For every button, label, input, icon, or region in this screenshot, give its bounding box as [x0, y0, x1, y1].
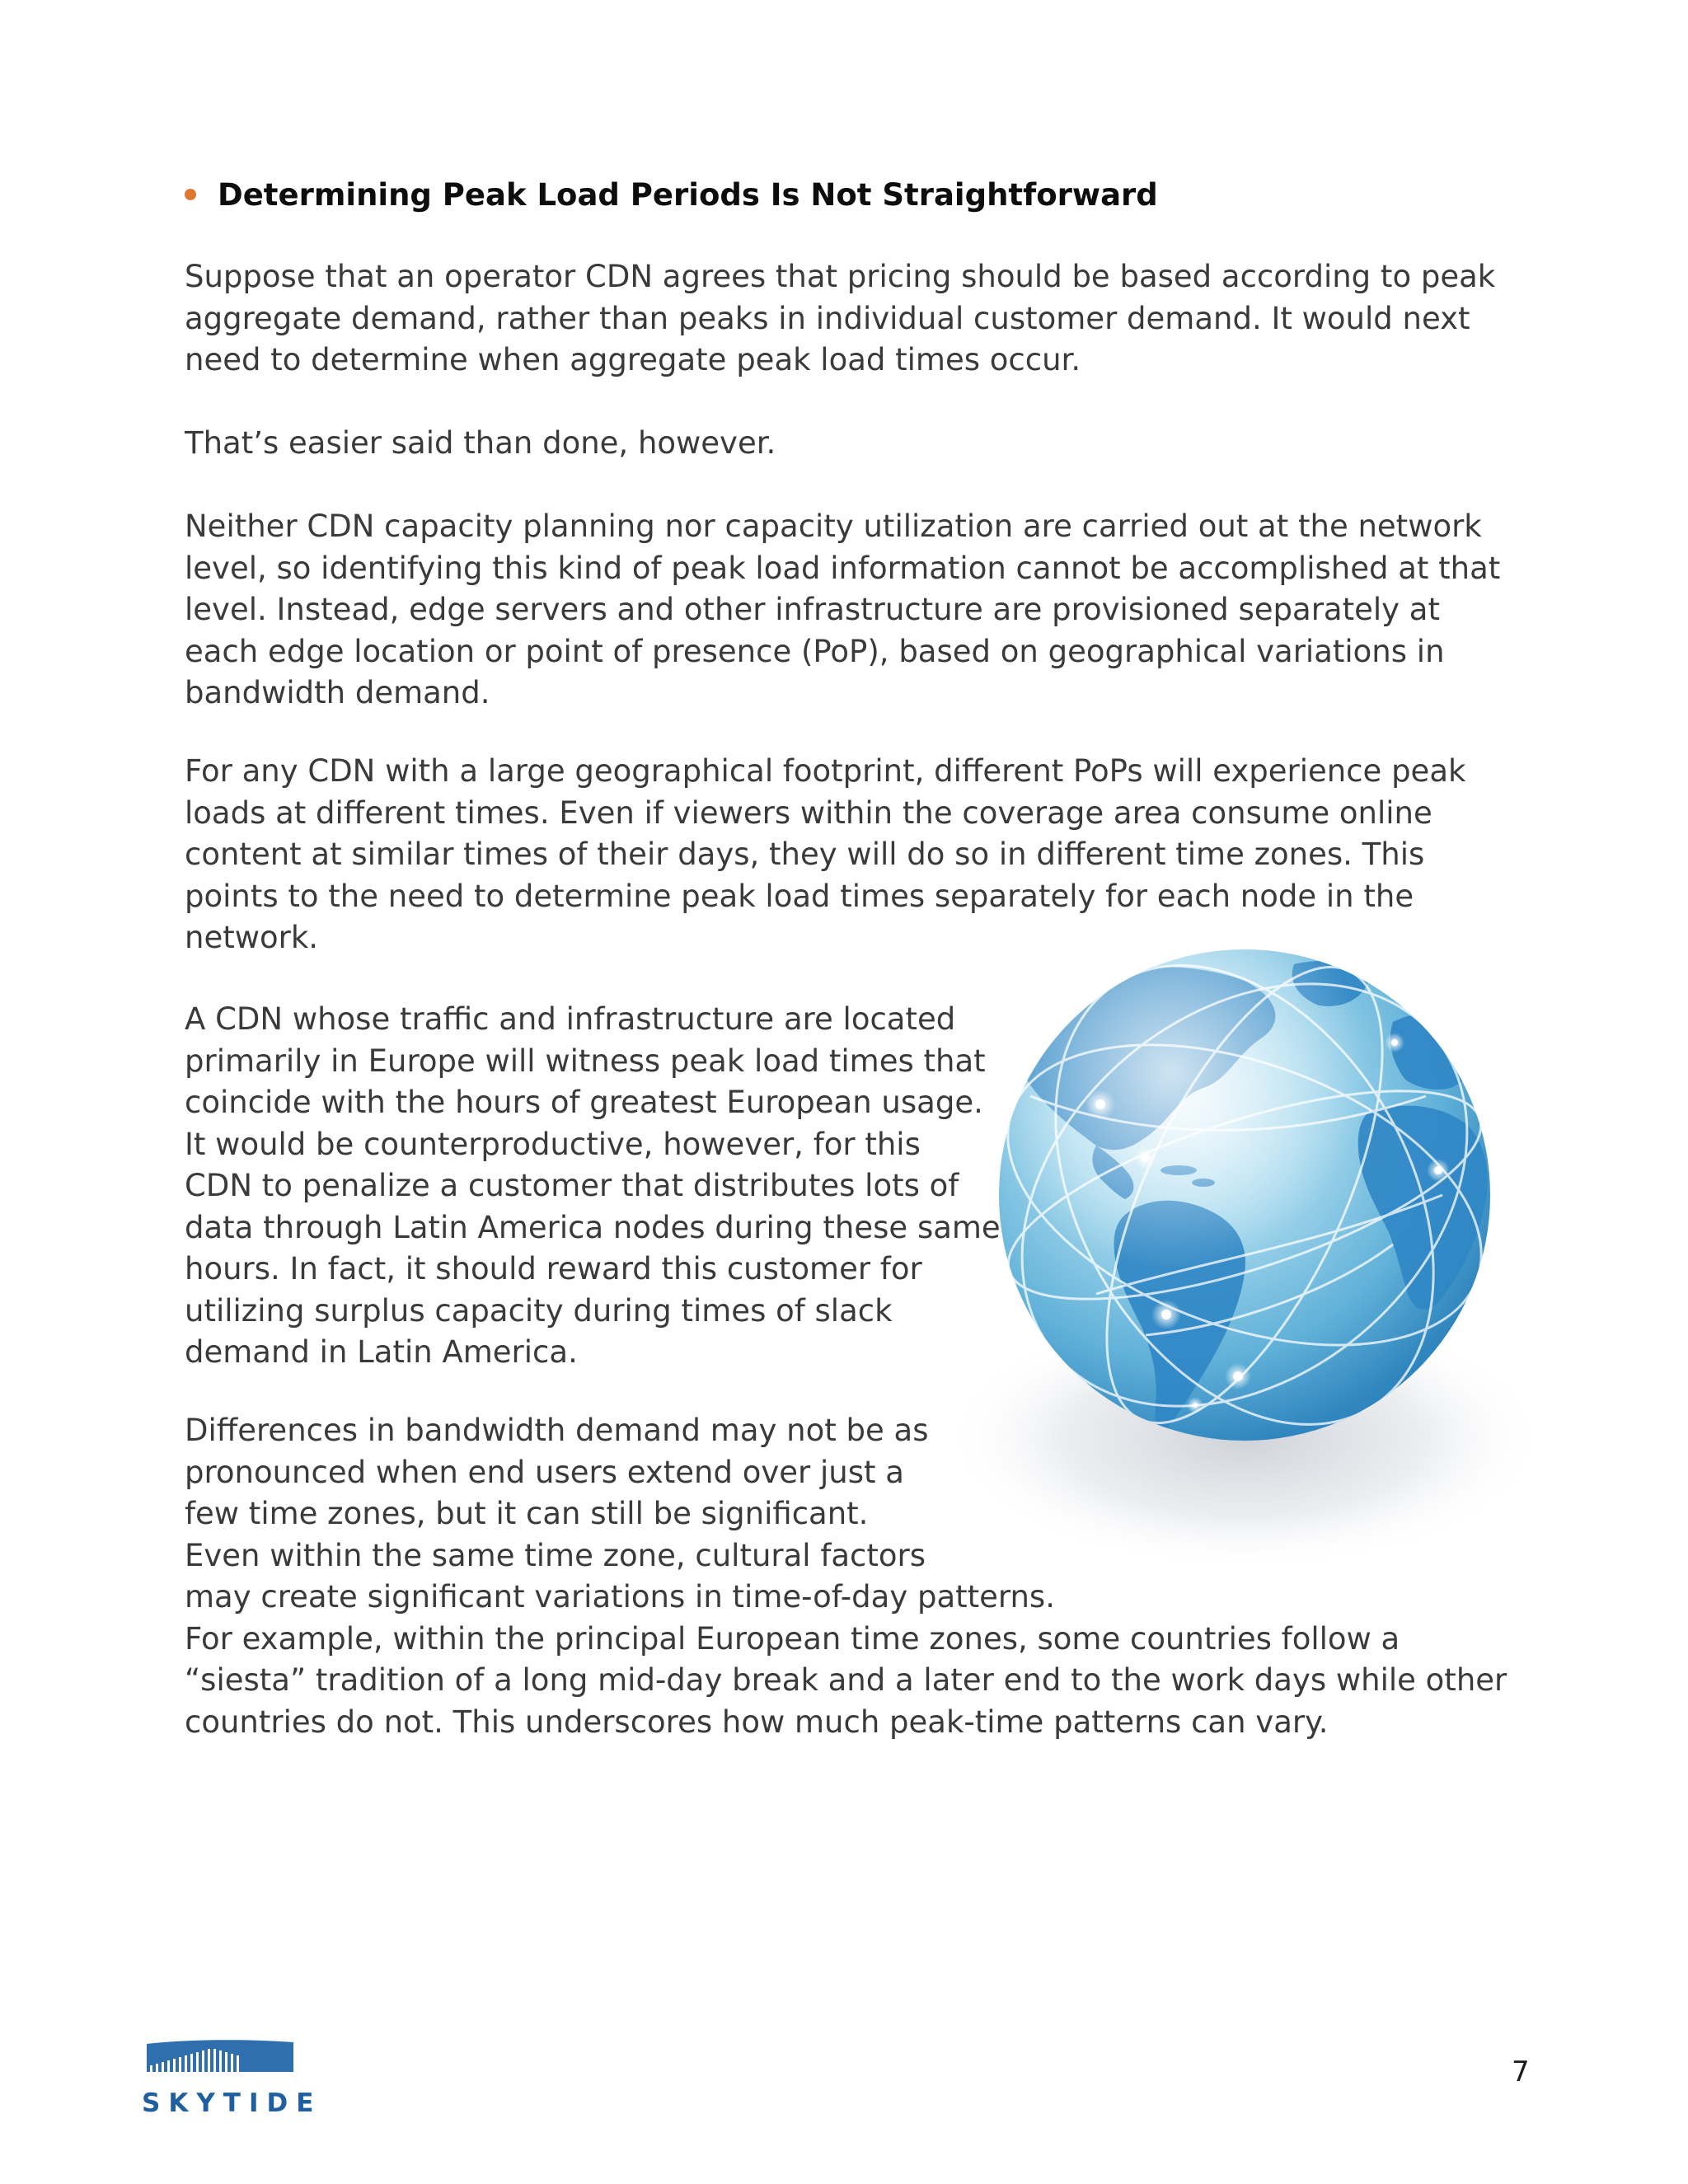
paragraph-line: points to the need to determine peak load times separately for each node in the: [185, 878, 1414, 914]
paragraph-line: pronounced when end users extend over just a: [185, 1454, 904, 1490]
paragraph-5: [185, 999, 1001, 1374]
paragraph-line: A CDN whose traffic and infrastructure are located: [185, 1001, 956, 1037]
paragraph-line: each edge location or point of presence (PoP), based on geographical variations in: [185, 633, 1445, 669]
paragraph-line: “siesta” tradition of a long mid-day break and a later end to the work days while other: [185, 1662, 1507, 1698]
logo-text: SKYTIDE: [142, 2088, 322, 2118]
section-heading-text: Determining Peak Load Periods Is Not Straightforward: [218, 177, 1158, 213]
paragraph-line: utilizing surplus capacity during times of slack: [185, 1292, 893, 1329]
paragraph-line: level, so identifying this kind of peak load information cannot be accomplished at that: [185, 550, 1501, 586]
paragraph-4: [185, 751, 1465, 959]
paragraph-line: content at similar times of their days, they will do so in different time zones. This: [185, 837, 1425, 872]
paragraph-line: For example, within the principal European time zones, some countries follow a: [185, 1620, 1400, 1657]
paragraph-line: level. Instead, edge servers and other infrastructure are provisioned separately at: [185, 592, 1440, 627]
section-heading: [185, 175, 1503, 216]
paragraph-line: network.: [185, 920, 319, 955]
skytide-logo-mark: [142, 2037, 298, 2087]
paragraph-6: [185, 1410, 1507, 1743]
paragraph-line: Neither CDN capacity planning nor capacity utilization are carried out at the network: [185, 509, 1482, 544]
paragraph-line: For any CDN with a large geographical footprint, different PoPs will experience peak: [185, 753, 1466, 789]
paragraph-line: It would be counterproductive, however, for this: [185, 1126, 921, 1162]
paragraph-line: CDN to penalize a customer that distributes lots of: [185, 1168, 959, 1203]
paragraph-line: That’s easier said than done, however.: [185, 425, 776, 461]
paragraph-line: may create significant variations in time-of-day patterns.: [185, 1579, 1055, 1615]
paragraph-line: need to determine when aggregate peak load times occur.: [185, 342, 1081, 377]
paragraph-line: aggregate demand, rather than peaks in individual customer demand. It would next: [185, 300, 1470, 336]
paragraph-line: loads at different times. Even if viewers within the coverage area consume online: [185, 794, 1432, 831]
paragraph-2: [185, 423, 776, 465]
bullet-icon: [185, 189, 196, 200]
paragraph-line: primarily in Europe will witness peak load times that: [185, 1043, 986, 1079]
paragraph-line: coincide with the hours of greatest European usage.: [185, 1085, 983, 1120]
paragraph-line: data through Latin America nodes during these same: [185, 1209, 1001, 1245]
paragraph-3: [185, 506, 1500, 715]
paragraph-line: demand in Latin America.: [185, 1334, 578, 1370]
paragraph-line: countries do not. This underscores how much peak-time patterns can vary.: [185, 1704, 1329, 1740]
paragraph-line: few time zones, but it can still be significant.: [185, 1496, 869, 1531]
paragraph-line: Differences in bandwidth demand may not be as: [185, 1413, 929, 1448]
page-number: 7: [1512, 2055, 1530, 2088]
paragraph-1: [185, 256, 1495, 382]
paragraph-line: Even within the same time zone, cultural factors: [185, 1537, 926, 1573]
paragraph-line: hours. In fact, it should reward this customer for: [185, 1251, 922, 1286]
paragraph-line: Suppose that an operator CDN agrees that pricing should be based according to peak: [185, 259, 1496, 294]
paragraph-line: bandwidth demand.: [185, 675, 490, 710]
